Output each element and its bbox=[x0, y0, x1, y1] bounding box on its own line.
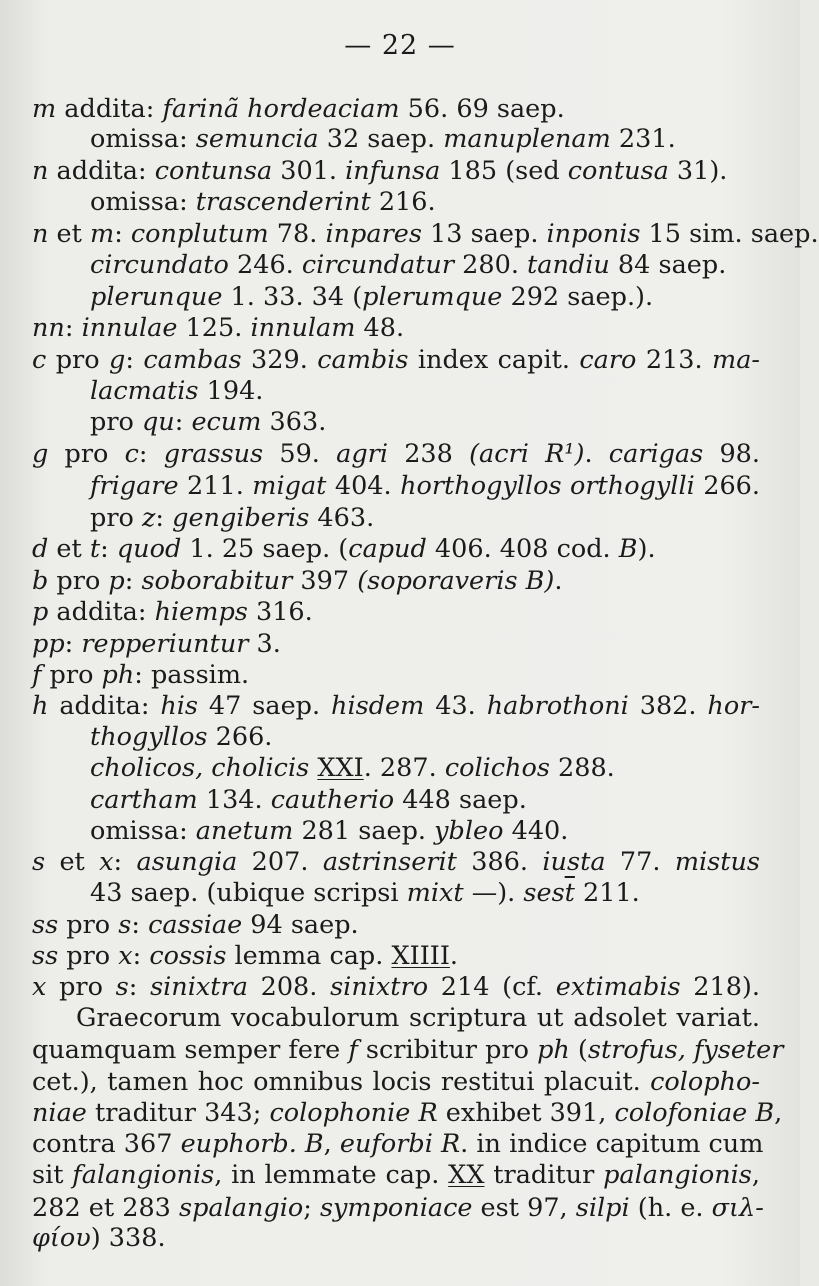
italic-term: horthogyllos orthogylli bbox=[400, 471, 695, 501]
italic-term: d bbox=[32, 534, 49, 564]
italic-term: circundato bbox=[90, 250, 229, 280]
italic-term: h bbox=[32, 691, 49, 721]
text-run: 94 saep. bbox=[242, 910, 359, 940]
text-run: XIIII bbox=[391, 941, 450, 971]
italic-term: s bbox=[115, 972, 129, 1002]
italic-term: m bbox=[32, 94, 57, 124]
text-line bbox=[32, 1222, 166, 1254]
text-run: cet.), tamen hoc omnibus locis restitui placuit. bbox=[32, 1067, 651, 1097]
italic-term: manuplenam bbox=[443, 124, 611, 154]
text-run: : bbox=[138, 439, 164, 469]
text-run: exhibet 391, bbox=[437, 1098, 615, 1128]
italic-term: b bbox=[32, 566, 49, 596]
text-run: , bbox=[323, 1129, 340, 1159]
italic-term: (acri R¹) bbox=[469, 439, 585, 469]
text-run: 208. bbox=[247, 972, 331, 1002]
text-run: 98. bbox=[703, 439, 760, 469]
text-run: —). bbox=[463, 878, 524, 908]
text-run: ). bbox=[637, 534, 656, 564]
text-run: 363. bbox=[261, 407, 327, 437]
italic-term: farinã hordeaciam bbox=[162, 94, 400, 124]
italic-term: ss bbox=[32, 941, 59, 971]
text-run: . bbox=[449, 941, 459, 971]
text-line bbox=[32, 93, 565, 125]
text-run: ( bbox=[569, 1035, 588, 1065]
text-line bbox=[90, 721, 272, 753]
italic-term: g bbox=[108, 345, 126, 375]
text-line bbox=[32, 971, 760, 1003]
text-run: 134. bbox=[197, 785, 271, 815]
text-run: 185 (sed bbox=[440, 156, 568, 186]
italic-term: strofus, fyseter bbox=[587, 1035, 784, 1065]
italic-term: inponis bbox=[546, 219, 641, 249]
text-run: : bbox=[174, 407, 192, 437]
italic-term: c bbox=[32, 345, 47, 375]
text-line bbox=[90, 752, 615, 784]
italic-term: qu bbox=[141, 407, 175, 437]
italic-term: nn bbox=[32, 313, 65, 343]
italic-term: cholicos, cholicis bbox=[90, 753, 310, 783]
text-run: traditur 343; bbox=[86, 1098, 270, 1128]
text-run: 218). bbox=[680, 972, 760, 1002]
italic-term: B bbox=[618, 534, 638, 564]
text-run: 281 saep. bbox=[293, 816, 435, 846]
italic-term: asungia bbox=[136, 847, 238, 877]
page-number: — 22 — bbox=[344, 30, 456, 61]
italic-term: niae bbox=[32, 1098, 87, 1128]
italic-term: ybleo bbox=[434, 816, 504, 846]
italic-term: ecum bbox=[191, 407, 262, 437]
italic-term: colichos bbox=[444, 753, 550, 783]
italic-term: symponiace bbox=[319, 1193, 473, 1223]
italic-term: quod bbox=[116, 534, 182, 564]
text-run: 292 saep.). bbox=[502, 282, 654, 312]
italic-term: n bbox=[32, 156, 49, 186]
text-run: omissa: bbox=[90, 187, 196, 217]
italic-term: trascenderint bbox=[195, 187, 371, 217]
italic-term: σιλ- bbox=[711, 1193, 764, 1223]
italic-term: p bbox=[108, 566, 125, 596]
text-run: 194. bbox=[198, 376, 264, 406]
text-line bbox=[32, 1159, 760, 1191]
text-run: 207. bbox=[237, 847, 323, 877]
italic-term: n bbox=[32, 219, 49, 249]
text-line bbox=[90, 249, 726, 281]
text-run: ) 338. bbox=[90, 1223, 166, 1253]
italic-term: conplutum bbox=[130, 219, 269, 249]
italic-term: x bbox=[99, 847, 114, 877]
italic-term: plerunque bbox=[90, 282, 223, 312]
text-run: 84 saep. bbox=[609, 250, 727, 280]
italic-term: pp bbox=[32, 629, 65, 659]
text-line bbox=[32, 438, 760, 470]
text-run: 3. bbox=[248, 629, 281, 659]
italic-term: mistus bbox=[674, 847, 760, 877]
text-run: scribitur pro bbox=[357, 1035, 538, 1065]
text-run: Graecorum vocabulorum scriptura ut adsolet variat. bbox=[76, 1003, 760, 1033]
italic-term: p bbox=[32, 597, 49, 627]
text-run: addita: bbox=[48, 691, 161, 721]
italic-term: euforbi R bbox=[339, 1129, 461, 1159]
italic-term: mixt bbox=[406, 878, 464, 908]
text-run: index capit. bbox=[408, 345, 580, 375]
italic-term: x bbox=[118, 941, 133, 971]
text-run: 282 et 283 bbox=[32, 1193, 179, 1223]
text-line bbox=[32, 659, 249, 691]
italic-term: hiemps bbox=[154, 597, 248, 627]
italic-term: innulam bbox=[250, 313, 356, 343]
text-run: 213. bbox=[636, 345, 713, 375]
text-run: , in lemmate cap. bbox=[214, 1160, 449, 1190]
italic-term: circundatur bbox=[301, 250, 455, 280]
text-line bbox=[32, 1128, 764, 1160]
text-run: 266. bbox=[694, 471, 760, 501]
text-run: 463. bbox=[309, 503, 375, 533]
text-run: : bbox=[64, 629, 82, 659]
italic-term: ss bbox=[32, 910, 59, 940]
text-line bbox=[32, 1097, 783, 1129]
text-run: . in indice capitum cum bbox=[460, 1129, 764, 1159]
italic-term: silpi bbox=[575, 1193, 630, 1223]
text-line bbox=[90, 375, 263, 407]
text-run: addita: bbox=[56, 94, 163, 124]
text-run: 47 saep. bbox=[198, 691, 332, 721]
text-run: pro bbox=[48, 566, 109, 596]
text-run: pro bbox=[41, 660, 102, 690]
italic-term: cambas bbox=[143, 345, 242, 375]
italic-term: spalangio bbox=[179, 1193, 304, 1223]
text-run: 15 sim. saep. bbox=[640, 219, 819, 249]
text-line bbox=[32, 1192, 764, 1224]
text-run: 211. bbox=[574, 878, 640, 908]
text-run: 43 saep. (ubique scripsi bbox=[90, 878, 407, 908]
text-run: 329. bbox=[241, 345, 318, 375]
text-run: traditur bbox=[484, 1160, 604, 1190]
italic-term: iusta bbox=[542, 847, 606, 877]
text-run: pro bbox=[48, 439, 125, 469]
text-run: pro bbox=[58, 910, 119, 940]
text-run: 211. bbox=[178, 471, 253, 501]
italic-term: f bbox=[32, 660, 42, 690]
text-run: est 97, bbox=[472, 1193, 576, 1223]
text-run: : bbox=[128, 972, 151, 1002]
text-line bbox=[90, 281, 653, 313]
text-run: ; bbox=[303, 1193, 320, 1223]
italic-term: cartham bbox=[90, 785, 198, 815]
italic-term: extimabis bbox=[555, 972, 681, 1002]
text-run: . bbox=[584, 439, 609, 469]
italic-term: contunsa bbox=[154, 156, 273, 186]
text-run: : bbox=[125, 345, 144, 375]
italic-term: agri bbox=[336, 439, 388, 469]
text-run: : bbox=[132, 941, 150, 971]
text-line bbox=[32, 909, 359, 941]
text-run: 397 bbox=[292, 566, 358, 596]
italic-term: contusa bbox=[567, 156, 669, 186]
text-run: , bbox=[751, 1160, 760, 1190]
italic-term: $\overline{t}$ bbox=[564, 878, 575, 908]
italic-term: grassus bbox=[163, 439, 264, 469]
text-run: addita: bbox=[48, 156, 155, 186]
italic-term: migat bbox=[252, 471, 327, 501]
italic-term: anetum bbox=[195, 816, 294, 846]
text-run: addita: bbox=[48, 597, 155, 627]
text-run: 59. bbox=[263, 439, 337, 469]
text-run: 56. 69 saep. bbox=[399, 94, 565, 124]
italic-term: falangionis bbox=[72, 1160, 215, 1190]
italic-term: (soporaveris B) bbox=[357, 566, 555, 596]
text-run: 316. bbox=[247, 597, 313, 627]
italic-term: astrinserit bbox=[322, 847, 457, 877]
text-run: pro bbox=[46, 972, 116, 1002]
italic-term: euphorb. B bbox=[180, 1129, 324, 1159]
italic-term: hisdem bbox=[331, 691, 425, 721]
text-line bbox=[32, 628, 281, 660]
italic-term: s bbox=[32, 847, 46, 877]
italic-term: sinixtro bbox=[330, 972, 429, 1002]
italic-term: carigas bbox=[608, 439, 704, 469]
italic-term: habrothoni bbox=[486, 691, 629, 721]
text-run: 382. bbox=[628, 691, 708, 721]
text-run: XXI bbox=[317, 753, 364, 783]
text-run: : bbox=[131, 910, 149, 940]
text-line bbox=[32, 312, 404, 344]
text-run: 214 (cf. bbox=[428, 972, 556, 1002]
italic-term: inpares bbox=[325, 219, 422, 249]
text-run: 1. 33. 34 ( bbox=[222, 282, 363, 312]
text-run: pro bbox=[90, 407, 142, 437]
text-line bbox=[32, 690, 760, 722]
italic-term: lacmatis bbox=[90, 376, 199, 406]
text-run: : bbox=[113, 847, 137, 877]
text-run: 78. bbox=[268, 219, 326, 249]
text-run: 266. bbox=[207, 722, 273, 752]
text-run: omissa: bbox=[90, 816, 196, 846]
text-run: omissa: bbox=[90, 124, 196, 154]
italic-term: sinixtra bbox=[150, 972, 248, 1002]
italic-term: capud bbox=[348, 534, 427, 564]
italic-term: his bbox=[160, 691, 198, 721]
text-line bbox=[90, 877, 640, 909]
text-run: et bbox=[48, 534, 90, 564]
text-run: lemma cap. bbox=[226, 941, 392, 971]
text-run: pro bbox=[58, 941, 119, 971]
text-run: 288. bbox=[549, 753, 615, 783]
italic-term: z bbox=[141, 503, 156, 533]
text-run: : bbox=[124, 566, 142, 596]
italic-term: ph bbox=[101, 660, 135, 690]
text-run: 231. bbox=[610, 124, 676, 154]
italic-term: palangionis bbox=[603, 1160, 752, 1190]
text-line bbox=[90, 186, 436, 218]
italic-term: colofoniae B bbox=[614, 1098, 775, 1128]
italic-term: x bbox=[32, 972, 47, 1002]
text-run: 448 saep. bbox=[394, 785, 527, 815]
italic-term: tandiu bbox=[527, 250, 610, 280]
italic-term: frigare bbox=[90, 471, 179, 501]
italic-term: s bbox=[118, 910, 132, 940]
italic-term: φίου bbox=[32, 1223, 91, 1253]
italic-term: innulae bbox=[81, 313, 178, 343]
text-run: XX bbox=[448, 1160, 485, 1190]
italic-term: plerumque bbox=[362, 282, 503, 312]
text-line bbox=[90, 406, 326, 438]
text-run: contra 367 bbox=[32, 1129, 181, 1159]
text-line bbox=[32, 1034, 784, 1066]
text-line bbox=[90, 470, 760, 502]
text-line bbox=[32, 218, 819, 250]
text-run: , bbox=[774, 1098, 783, 1128]
italic-term: m bbox=[90, 219, 115, 249]
text-line bbox=[32, 533, 656, 565]
text-run: et bbox=[48, 219, 90, 249]
italic-term: c bbox=[124, 439, 139, 469]
italic-term: cossis bbox=[149, 941, 227, 971]
text-line bbox=[90, 123, 676, 155]
italic-term: semuncia bbox=[195, 124, 319, 154]
italic-term: colophonie R bbox=[269, 1098, 438, 1128]
text-line bbox=[90, 502, 374, 534]
text-run: : passim. bbox=[134, 660, 250, 690]
text-run: 32 saep. bbox=[318, 124, 444, 154]
text-run: 77. bbox=[605, 847, 675, 877]
italic-term: hor- bbox=[707, 691, 761, 721]
text-line bbox=[76, 1002, 760, 1034]
text-run: quamquam semper fere bbox=[32, 1035, 349, 1065]
text-run: 246. bbox=[228, 250, 302, 280]
italic-term: ma- bbox=[712, 345, 761, 375]
text-line bbox=[90, 815, 568, 847]
text-run: 406. 408 cod. bbox=[426, 534, 619, 564]
italic-term: repperiuntur bbox=[81, 629, 249, 659]
italic-term: cassiae bbox=[148, 910, 243, 940]
text-run: 238 bbox=[388, 439, 470, 469]
text-run: et bbox=[45, 847, 100, 877]
text-line bbox=[32, 1066, 760, 1098]
text-line bbox=[32, 940, 458, 972]
italic-term: g bbox=[32, 439, 49, 469]
text-run: 13 saep. bbox=[421, 219, 547, 249]
text-line bbox=[32, 565, 562, 597]
text-line bbox=[32, 344, 760, 376]
text-line bbox=[32, 596, 313, 628]
text-line bbox=[32, 155, 727, 187]
italic-term: caro bbox=[579, 345, 637, 375]
text-run: pro bbox=[90, 503, 142, 533]
text-run: 31). bbox=[668, 156, 728, 186]
text-run: : bbox=[155, 503, 173, 533]
text-run: 404. bbox=[326, 471, 401, 501]
italic-term: cautherio bbox=[270, 785, 395, 815]
italic-term: soborabitur bbox=[141, 566, 293, 596]
text-run: : bbox=[114, 219, 131, 249]
text-run: (h. e. bbox=[629, 1193, 712, 1223]
text-run: 1. 25 saep. ( bbox=[181, 534, 349, 564]
text-run: . bbox=[554, 566, 563, 596]
text-run: 48. bbox=[355, 313, 405, 343]
italic-term: colopho- bbox=[650, 1067, 760, 1097]
italic-term: thogyllos bbox=[90, 722, 208, 752]
italic-term: cambis bbox=[317, 345, 409, 375]
italic-term: f bbox=[348, 1035, 358, 1065]
text-run: : bbox=[64, 313, 82, 343]
text-run: 440. bbox=[503, 816, 569, 846]
italic-term: t bbox=[89, 534, 101, 564]
text-run: 216. bbox=[370, 187, 436, 217]
italic-term: ses bbox=[523, 878, 565, 908]
text-run: 43. bbox=[424, 691, 487, 721]
italic-term: infunsa bbox=[345, 156, 441, 186]
text-run: pro bbox=[46, 345, 109, 375]
italic-term: gengiberis bbox=[172, 503, 310, 533]
text-run: 280. bbox=[454, 250, 528, 280]
italic-term: ph bbox=[537, 1035, 570, 1065]
text-run: 125. bbox=[177, 313, 251, 343]
text-run: 301. bbox=[272, 156, 346, 186]
text-run: sit bbox=[32, 1160, 73, 1190]
text-run: 386. bbox=[456, 847, 543, 877]
text-line bbox=[32, 846, 760, 878]
text-run: . 287. bbox=[363, 753, 445, 783]
text-line bbox=[90, 784, 527, 816]
text-run: : bbox=[100, 534, 117, 564]
